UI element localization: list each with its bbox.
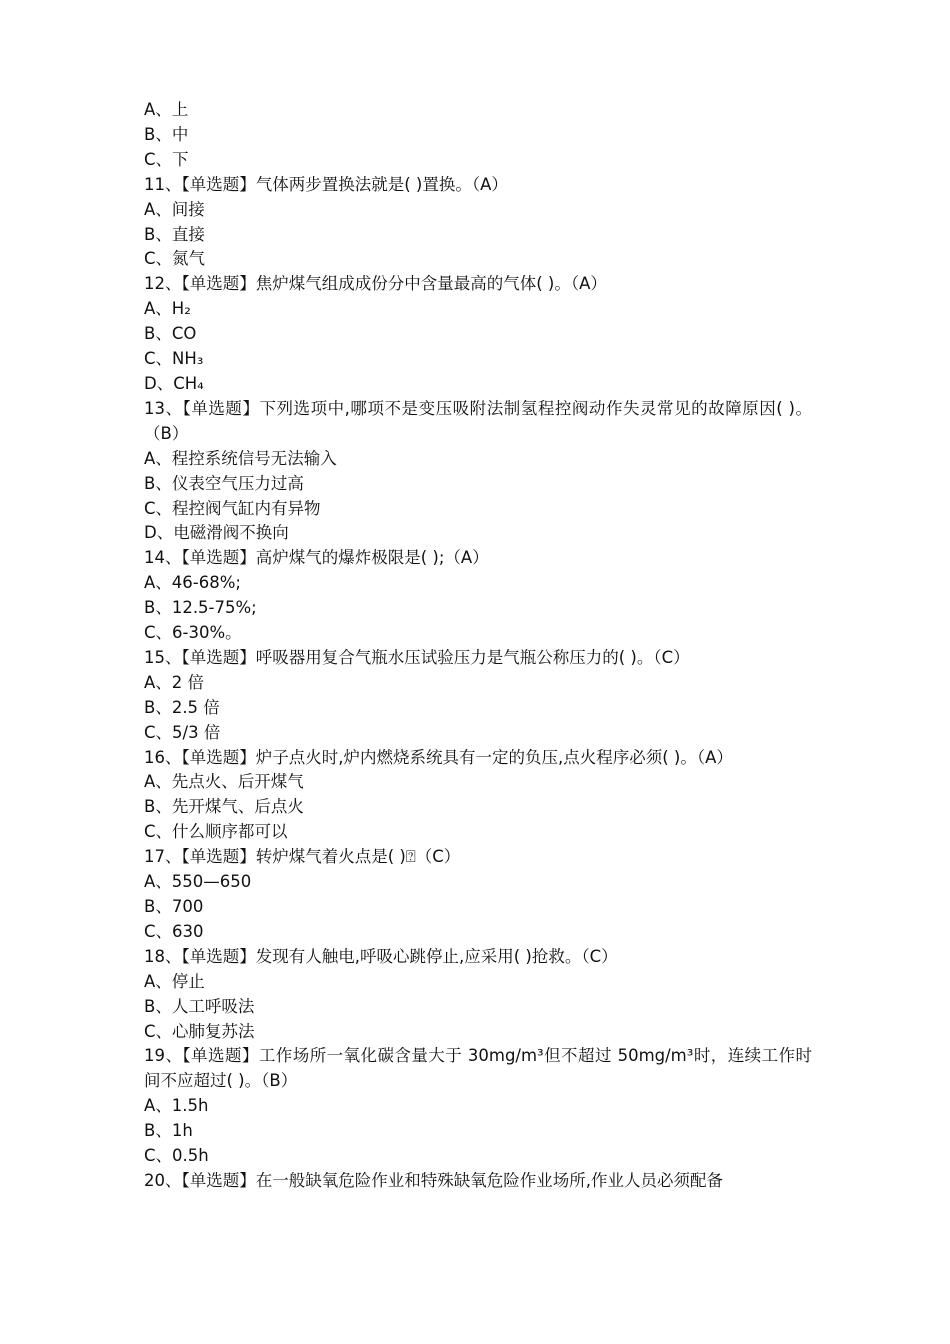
option-line: C、5/3 倍	[144, 722, 221, 742]
option-line: B、仪表空气压力过高	[144, 473, 304, 493]
option-line: C、下	[144, 149, 189, 169]
question-list	[144, 98, 812, 1194]
option-line: C、NH₃	[144, 349, 204, 369]
option-line: C、程控阀气缸内有异物	[144, 498, 321, 518]
option-line: B、700	[144, 897, 204, 916]
question-20: 20、【单选题】在一般缺氧危险作业和特殊缺氧危险作业场所,作业人员必须配备	[144, 1170, 723, 1190]
option-line: C、6-30%。	[144, 623, 242, 643]
option-line: B、中	[144, 124, 189, 144]
option-line: B、人工呼吸法	[144, 996, 255, 1016]
option-line: A、H₂	[144, 299, 191, 319]
option-line: C、什么顺序都可以	[144, 822, 288, 842]
question-14: 14、【单选题】高炉煤气的爆炸极限是( );（A）	[144, 548, 489, 568]
option-line: C、0.5h	[144, 1146, 209, 1166]
question-15: 15、【单选题】呼吸器用复合气瓶水压试验压力是气瓶公称压力的( )。（C）	[144, 647, 690, 667]
question-13: 13、【单选题】下列选项中,哪项不是变压吸附法制氢程控阀动作失灵常见的故障原因( )。（B）	[144, 398, 812, 443]
option-line: A、550—650	[144, 872, 252, 892]
option-line: C、氮气	[144, 249, 206, 269]
question-11: 11、【单选题】气体两步置换法就是( )置换。（A）	[144, 174, 508, 194]
option-line: A、46-68%;	[144, 573, 241, 593]
question-19: 19、【单选题】工作场所一氧化碳含量大于 30mg/m³但不超过 50mg/m³时，连续工作时间不应超过( )。（B）	[144, 1046, 812, 1091]
option-line: A、1.5h	[144, 1096, 209, 1116]
option-line: D、电磁滑阀不换向	[144, 523, 289, 543]
option-line: A、程控系统信号无法输入	[144, 448, 337, 468]
question-16: 16、【单选题】炉子点火时,炉内燃烧系统具有一定的负压,点火程序必须( )。（A）	[144, 747, 733, 767]
option-line: B、12.5-75%;	[144, 598, 257, 618]
option-line: B、先开煤气、后点火	[144, 797, 304, 817]
option-line: B、CO	[144, 324, 197, 344]
question-17: 17、【单选题】转炉煤气着火点是( )⍰（C）	[144, 847, 461, 867]
option-line: B、1h	[144, 1121, 193, 1141]
option-line: A、间接	[144, 199, 205, 219]
option-line: A、先点火、后开煤气	[144, 772, 304, 792]
option-line: C、630	[144, 921, 204, 941]
option-line: C、心肺复苏法	[144, 1021, 255, 1041]
question-18: 18、【单选题】发现有人触电,呼吸心跳停止,应采用( )抢救。（C）	[144, 946, 618, 966]
question-12: 12、【单选题】焦炉煤气组成成份分中含量最高的气体( )。（A）	[144, 274, 607, 294]
option-line: A、2 倍	[144, 672, 205, 692]
option-line: B、2.5 倍	[144, 697, 220, 717]
option-line: B、直接	[144, 224, 205, 244]
option-line: A、上	[144, 100, 189, 119]
option-line: A、停止	[144, 971, 205, 991]
option-line: D、CH₄	[144, 373, 204, 393]
